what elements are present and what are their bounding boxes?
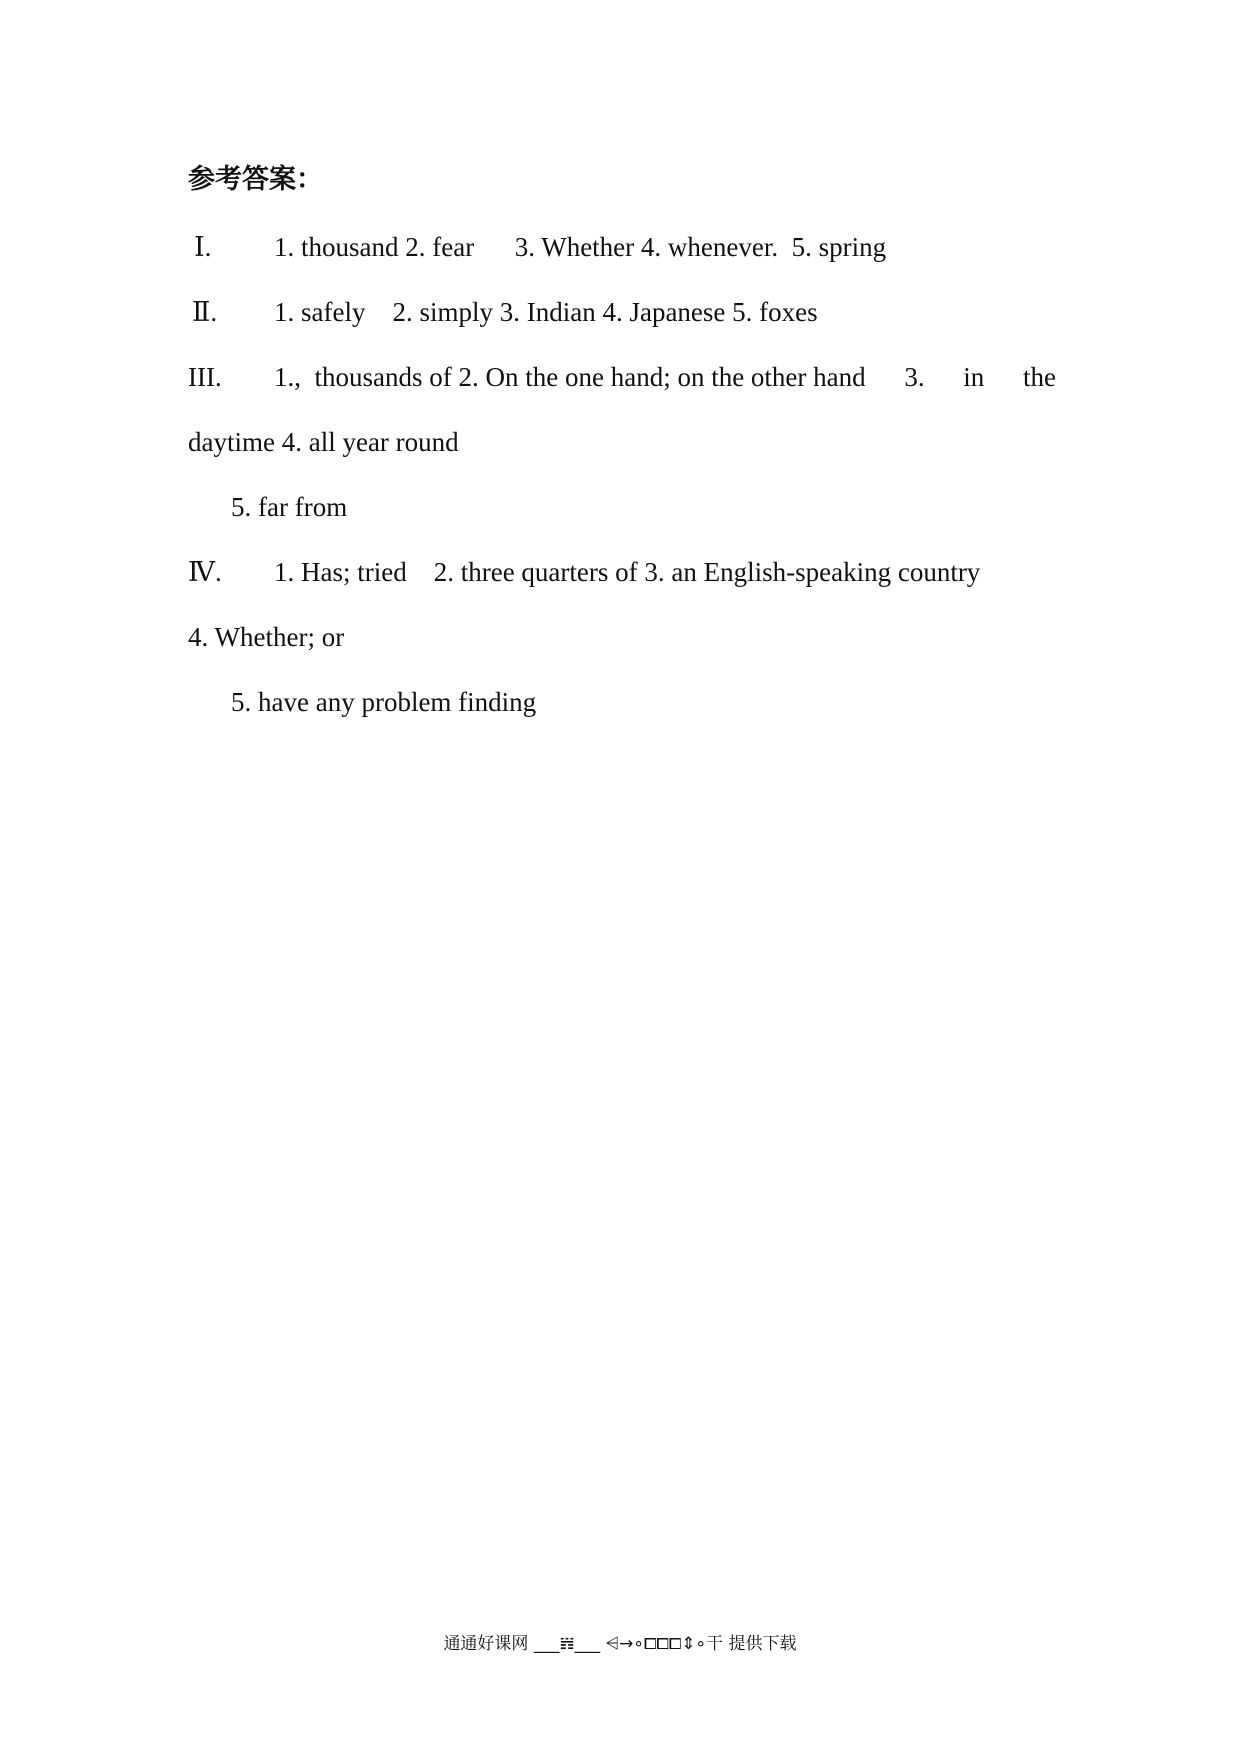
section-4-answers: 1. Has; tried 2. three quarters of 3. an English-speaking country [274, 557, 981, 587]
section-numeral-4: Ⅳ. [188, 557, 222, 587]
section-4-answers-line-2: 4. Whether; or [188, 622, 345, 652]
section-3-answers-line-2: daytime 4. all year round [188, 427, 459, 457]
section-3-answers-part-4: the [1022, 362, 1056, 392]
section-3-answers-line-1 [274, 360, 1056, 394]
section-3-answers-line-3: 5. far from [231, 492, 348, 522]
section-4-answers-line-3: 5. have any problem finding [231, 687, 537, 717]
section-3-answers-part-3: in [963, 362, 985, 392]
page-footer: 通通好课网 ___𝍀___ ⩤→∘⧠⧠⧠⇕∘干 提供下载 [443, 1634, 797, 1654]
section-2-answers: 1. safely 2. simply 3. Indian 4. Japanese 5. foxes [274, 297, 818, 327]
section-numeral-2: Ⅱ. [192, 297, 218, 327]
section-1-answers: 1. thousand 2. fear 3. Whether 4. whenever. 5. spring [274, 232, 887, 262]
page-title: 参考答案： [188, 164, 323, 195]
section-3-answers-part-2: 3. [904, 362, 925, 392]
section-numeral-1: Ⅰ. [194, 232, 212, 262]
section-3-answers-part-1: 1., thousands of 2. On the one hand; on the other hand [274, 362, 866, 392]
section-numeral-3: III. [188, 362, 222, 392]
